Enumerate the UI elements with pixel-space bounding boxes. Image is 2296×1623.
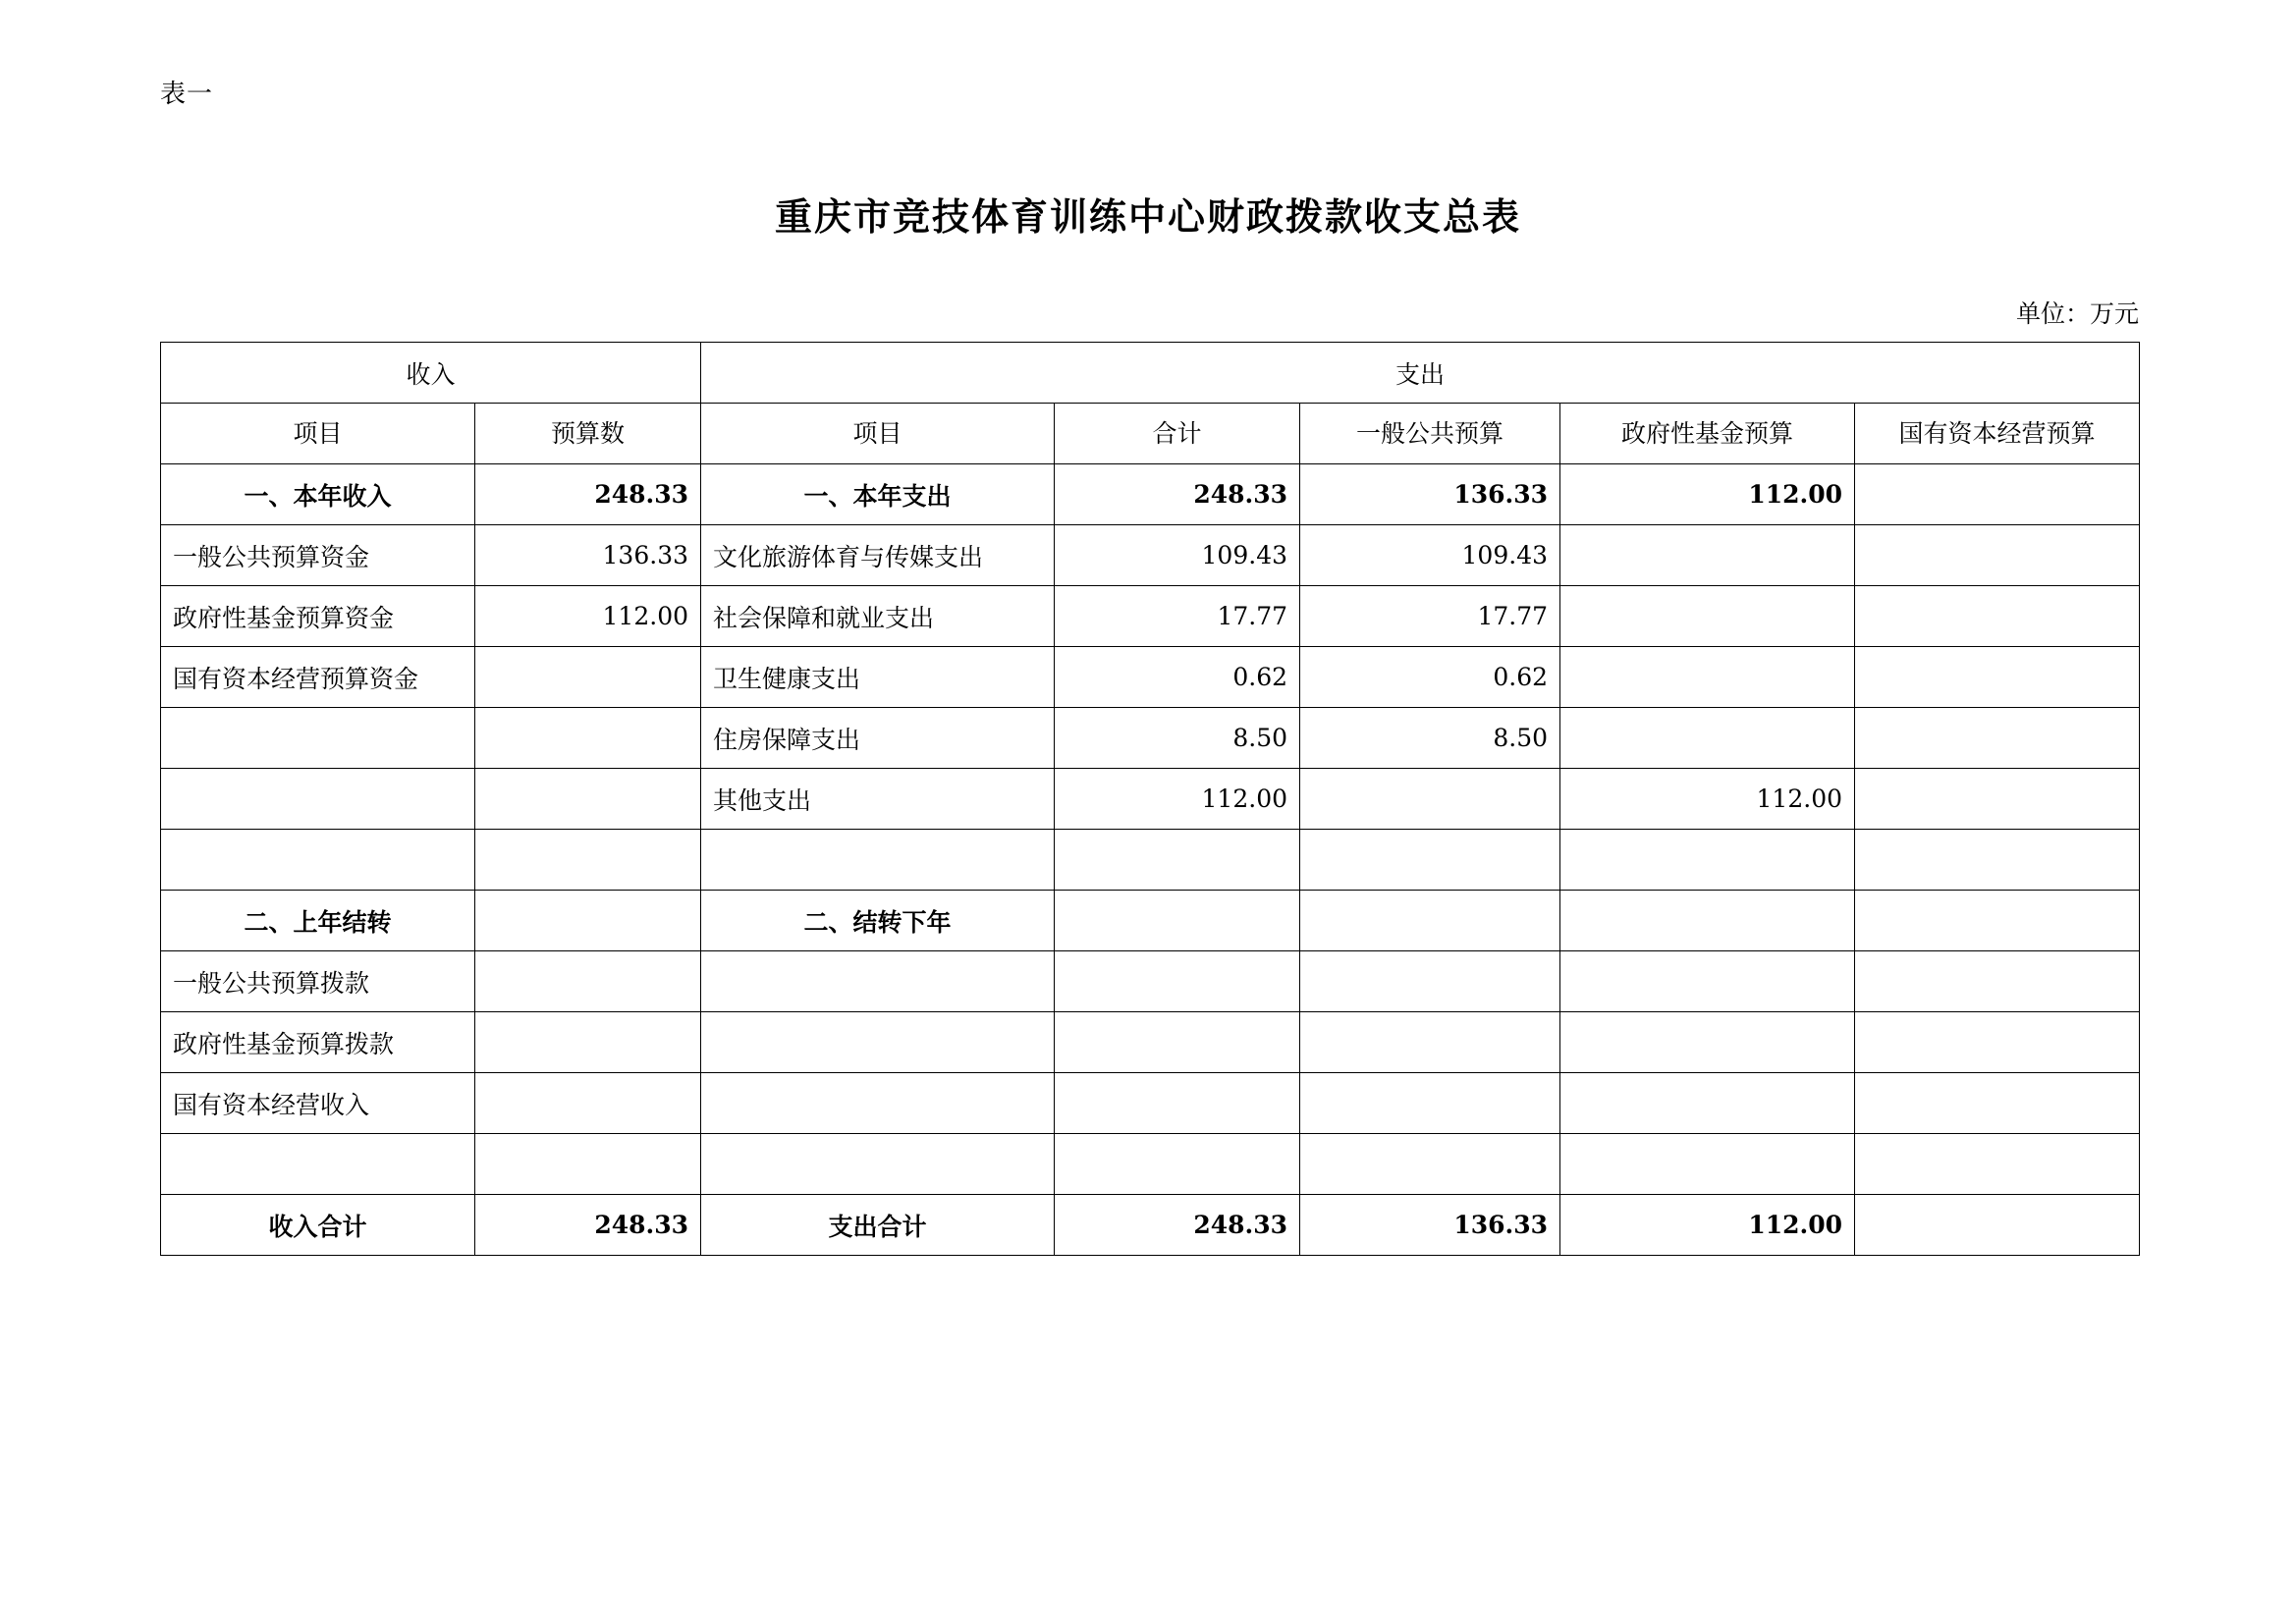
cell-exp-item: 社会保障和就业支出 (701, 586, 1055, 647)
cell-exp-gov-fund (1560, 1134, 1855, 1195)
cell-exp-item: 文化旅游体育与传媒支出 (701, 525, 1055, 586)
table-row (161, 891, 2140, 951)
column-header-income-budget: 预算数 (475, 404, 701, 464)
cell-exp-state-capital (1855, 1195, 2140, 1256)
group-header-income: 收入 (161, 343, 701, 404)
cell-exp-item (701, 1134, 1055, 1195)
cell-exp-item: 卫生健康支出 (701, 647, 1055, 708)
cell-exp-gov-fund: 112.00 (1560, 769, 1855, 830)
unit-note: 单位：万元 (2015, 299, 2139, 328)
cell-exp-total: 0.62 (1055, 647, 1300, 708)
cell-exp-item: 支出合计 (701, 1195, 1055, 1256)
cell-exp-total (1055, 891, 1300, 951)
cell-exp-state-capital (1855, 830, 2140, 891)
cell-exp-state-capital (1855, 1073, 2140, 1134)
cell-income-item: 国有资本经营预算资金 (161, 647, 475, 708)
table-row (161, 1073, 2140, 1134)
cell-income-item: 一般公共预算拨款 (161, 951, 475, 1012)
cell-income-budget (475, 951, 701, 1012)
cell-exp-state-capital (1855, 769, 2140, 830)
column-header-exp-item: 项目 (701, 404, 1055, 464)
table-row-total (161, 1195, 2140, 1256)
column-header-exp-general-public: 一般公共预算 (1300, 404, 1560, 464)
cell-exp-gov-fund (1560, 1073, 1855, 1134)
cell-income-item (161, 1134, 475, 1195)
column-header-exp-state-capital: 国有资本经营预算 (1855, 404, 2140, 464)
cell-exp-total (1055, 1073, 1300, 1134)
cell-income-item: 一般公共预算资金 (161, 525, 475, 586)
cell-exp-general-public: 136.33 (1300, 464, 1560, 525)
cell-income-budget: 248.33 (475, 1195, 701, 1256)
table-row-spacer (161, 830, 2140, 891)
cell-income-budget (475, 647, 701, 708)
cell-exp-gov-fund (1560, 951, 1855, 1012)
cell-exp-state-capital (1855, 586, 2140, 647)
cell-income-budget: 112.00 (475, 586, 701, 647)
cell-exp-state-capital (1855, 464, 2140, 525)
cell-exp-gov-fund: 112.00 (1560, 464, 1855, 525)
cell-income-budget: 248.33 (475, 464, 701, 525)
cell-exp-total: 248.33 (1055, 1195, 1300, 1256)
cell-income-budget (475, 1073, 701, 1134)
table-row (161, 708, 2140, 769)
cell-exp-general-public: 109.43 (1300, 525, 1560, 586)
cell-exp-general-public (1300, 1012, 1560, 1073)
group-header-row (161, 343, 2140, 404)
cell-exp-gov-fund (1560, 586, 1855, 647)
cell-exp-gov-fund (1560, 830, 1855, 891)
cell-income-budget (475, 830, 701, 891)
cell-exp-item (701, 1012, 1055, 1073)
cell-exp-item (701, 1073, 1055, 1134)
cell-exp-gov-fund (1560, 708, 1855, 769)
cell-income-budget (475, 1012, 701, 1073)
cell-exp-state-capital (1855, 525, 2140, 586)
cell-income-item (161, 769, 475, 830)
cell-exp-general-public (1300, 951, 1560, 1012)
table-row (161, 647, 2140, 708)
cell-exp-general-public (1300, 830, 1560, 891)
cell-exp-item (701, 951, 1055, 1012)
cell-exp-general-public: 17.77 (1300, 586, 1560, 647)
cell-exp-total: 17.77 (1055, 586, 1300, 647)
cell-income-item: 收入合计 (161, 1195, 475, 1256)
cell-income-item: 政府性基金预算拨款 (161, 1012, 475, 1073)
table-row-spacer (161, 1134, 2140, 1195)
cell-exp-total (1055, 1134, 1300, 1195)
cell-exp-gov-fund (1560, 1012, 1855, 1073)
cell-exp-general-public (1300, 769, 1560, 830)
column-header-income-item: 项目 (161, 404, 475, 464)
cell-income-item: 二、上年结转 (161, 891, 475, 951)
cell-exp-state-capital (1855, 951, 2140, 1012)
cell-exp-total: 109.43 (1055, 525, 1300, 586)
cell-exp-item: 一、本年支出 (701, 464, 1055, 525)
table-row (161, 1012, 2140, 1073)
page-title: 重庆市竞技体育训练中心财政拨款收支总表 (774, 194, 1521, 239)
cell-exp-total: 8.50 (1055, 708, 1300, 769)
cell-exp-total (1055, 951, 1300, 1012)
cell-exp-gov-fund (1560, 891, 1855, 951)
cell-exp-total: 112.00 (1055, 769, 1300, 830)
cell-exp-item (701, 830, 1055, 891)
column-header-row (161, 404, 2140, 464)
cell-income-budget: 136.33 (475, 525, 701, 586)
table-row (161, 464, 2140, 525)
table-row (161, 769, 2140, 830)
cell-exp-gov-fund (1560, 525, 1855, 586)
cell-exp-total (1055, 1012, 1300, 1073)
cell-exp-general-public: 0.62 (1300, 647, 1560, 708)
cell-income-item: 国有资本经营收入 (161, 1073, 475, 1134)
budget-table-body (161, 343, 2140, 1256)
cell-exp-general-public (1300, 1073, 1560, 1134)
cell-exp-state-capital (1855, 708, 2140, 769)
cell-exp-state-capital (1855, 647, 2140, 708)
column-header-exp-total: 合计 (1055, 404, 1300, 464)
budget-table (160, 342, 2140, 1256)
cell-exp-item: 二、结转下年 (701, 891, 1055, 951)
cell-exp-state-capital (1855, 891, 2140, 951)
cell-exp-gov-fund: 112.00 (1560, 1195, 1855, 1256)
cell-exp-item: 住房保障支出 (701, 708, 1055, 769)
cell-income-budget (475, 769, 701, 830)
cell-exp-general-public: 8.50 (1300, 708, 1560, 769)
table-row (161, 525, 2140, 586)
cell-income-item (161, 830, 475, 891)
cell-income-budget (475, 891, 701, 951)
cell-exp-general-public (1300, 1134, 1560, 1195)
column-header-exp-gov-fund: 政府性基金预算 (1560, 404, 1855, 464)
cell-exp-item: 其他支出 (701, 769, 1055, 830)
cell-income-item (161, 708, 475, 769)
cell-exp-general-public (1300, 891, 1560, 951)
group-header-expenditure: 支出 (701, 343, 2140, 404)
cell-income-item: 一、本年收入 (161, 464, 475, 525)
table-row (161, 586, 2140, 647)
cell-income-budget (475, 708, 701, 769)
table-row (161, 951, 2140, 1012)
cell-exp-total: 248.33 (1055, 464, 1300, 525)
cell-income-budget (475, 1134, 701, 1195)
cell-income-item: 政府性基金预算资金 (161, 586, 475, 647)
sheet-label: 表一 (160, 80, 214, 109)
cell-exp-total (1055, 830, 1300, 891)
cell-exp-general-public: 136.33 (1300, 1195, 1560, 1256)
cell-exp-state-capital (1855, 1012, 2140, 1073)
cell-exp-state-capital (1855, 1134, 2140, 1195)
cell-exp-gov-fund (1560, 647, 1855, 708)
